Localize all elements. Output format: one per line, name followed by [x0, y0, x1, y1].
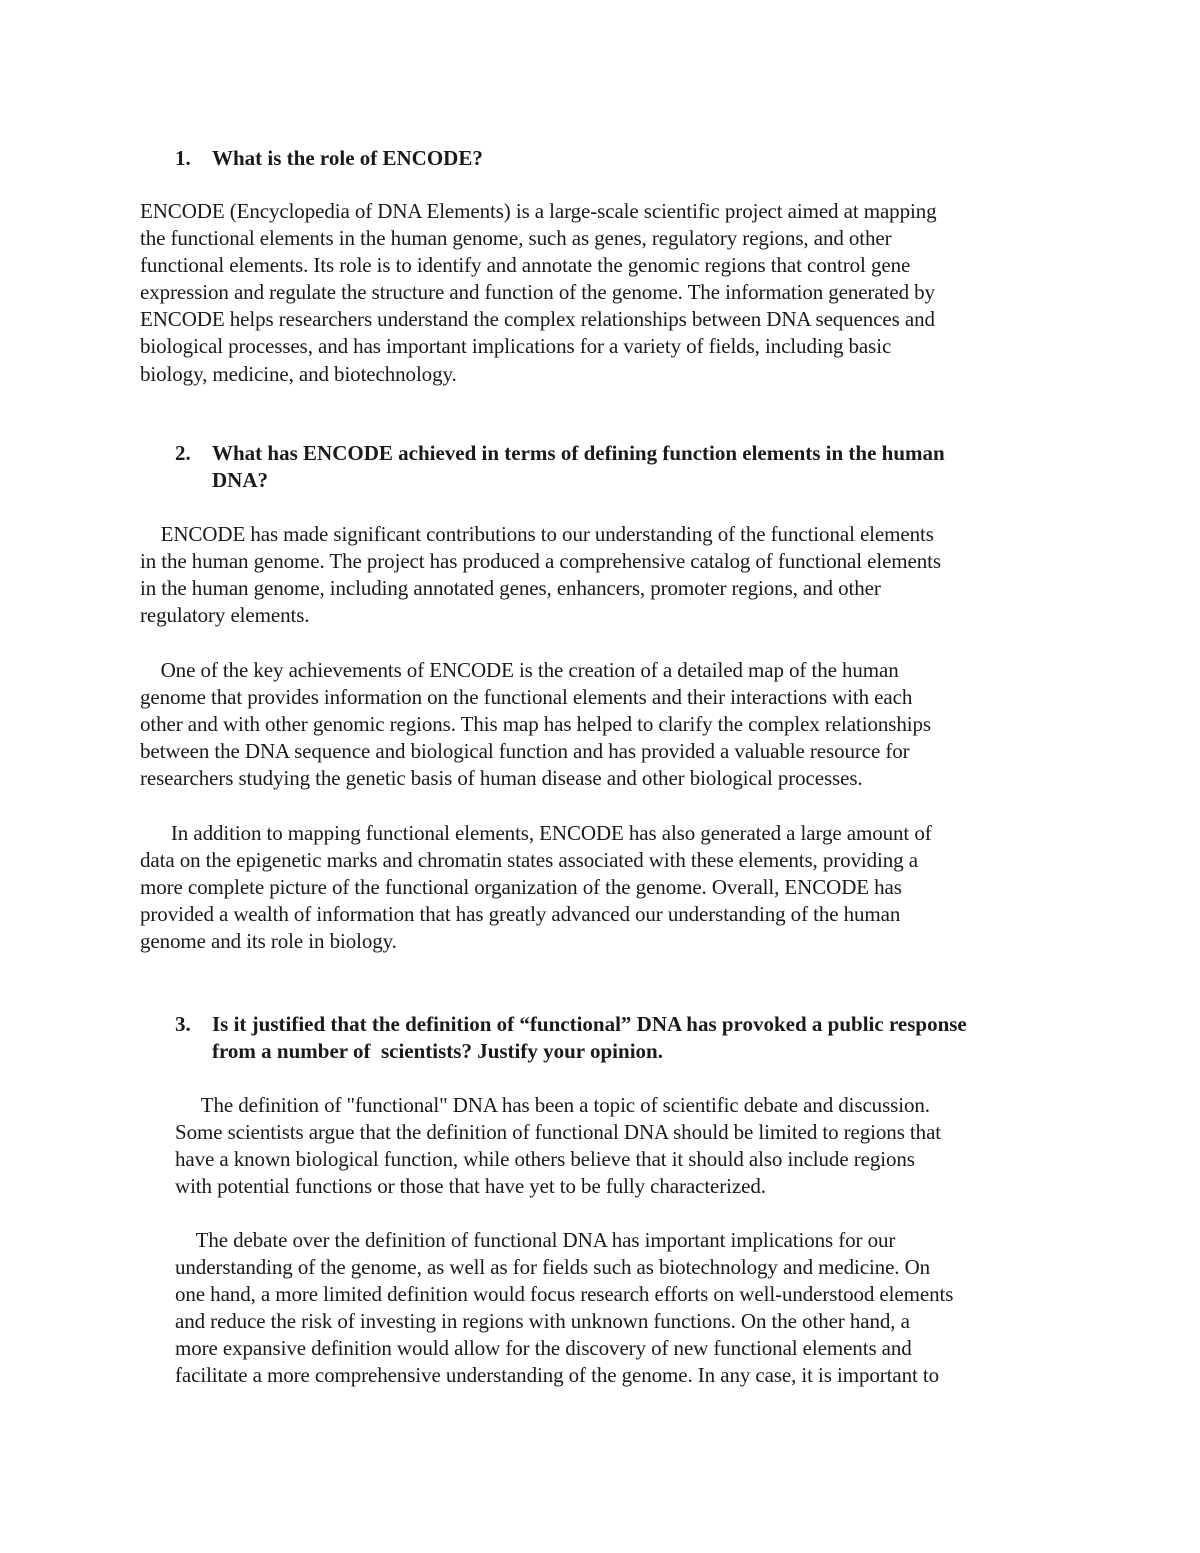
answer-3-paragraph-1: The definition of "functional" DNA has been a topic of scientific debate and discussion. Some scientists argue that the definition of functional DNA should be limited to regions that have a known biological function, while others believe that it should also include regions with potential functions or those that have yet to be fully characterized.: [175, 1093, 942, 1199]
answer-3-paragraph-2: The debate over the definition of functional DNA has important implications for our understanding of the genome, as well as for fields such as biotechnology and medicine. On one hand, a more limited definition would focus research efforts on well-understood elements and reduce the risk of investing in regions with unknown functions. On the other hand, a more expansive definition would allow for the discovery of new functional elements and facilitate a more comprehensive understanding of the genome. In any case, it is important to: [175, 1228, 954, 1388]
question-3-number: 3.: [175, 1012, 191, 1036]
question-2-number: 2.: [175, 441, 191, 465]
answer-2-paragraph-2: One of the key achievements of ENCODE is the creation of a detailed map of the human genome that provides information on the functional elements and their interactions with each other and with other genomic regions. This map has helped to clarify the complex relationships between the DNA sequence and biological function and has provided a valuable resource for researchers studying the genetic basis of human disease and other biological processes.: [140, 658, 931, 791]
question-1-text: What is the role of ENCODE?: [212, 146, 483, 170]
question-1-number: 1.: [175, 146, 191, 170]
answer-1-paragraph-1: ENCODE (Encyclopedia of DNA Elements) is a large-scale scientific project aimed at mapping the functional elements in the human genome, such as genes, regulatory regions, and other functional elements. Its role is to identify and annotate the genomic regions that control gene expression and regulate the structure and function of the genome. The information generated by ENCODE helps researchers understand the complex relationships between DNA sequences and biological processes, and has important implications for a variety of fields, including basic biology, medicine, and biotechnology.: [140, 199, 937, 386]
answer-2-paragraph-3: In addition to mapping functional elements, ENCODE has also generated a large amount of data on the epigenetic marks and chromatin states associated with these elements, providing a more complete picture of the functional organization of the genome. Overall, ENCODE has provided a wealth of information that has greatly advanced our understanding of the human genome and its role in biology.: [140, 821, 932, 954]
answer-2-paragraph-1: ENCODE has made significant contributions to our understanding of the functional elements in the human genome. The project has produced a comprehensive catalog of functional elements in the human genome, including annotated genes, enhancers, promoter regions, and other regulatory elements.: [140, 522, 941, 628]
question-2-text: What has ENCODE achieved in terms of defining function elements in the human DNA?: [212, 441, 945, 492]
question-3-text: Is it justified that the definition of “functional” DNA has provoked a public response from a number of scientists? Justify your opinion.: [212, 1012, 967, 1063]
